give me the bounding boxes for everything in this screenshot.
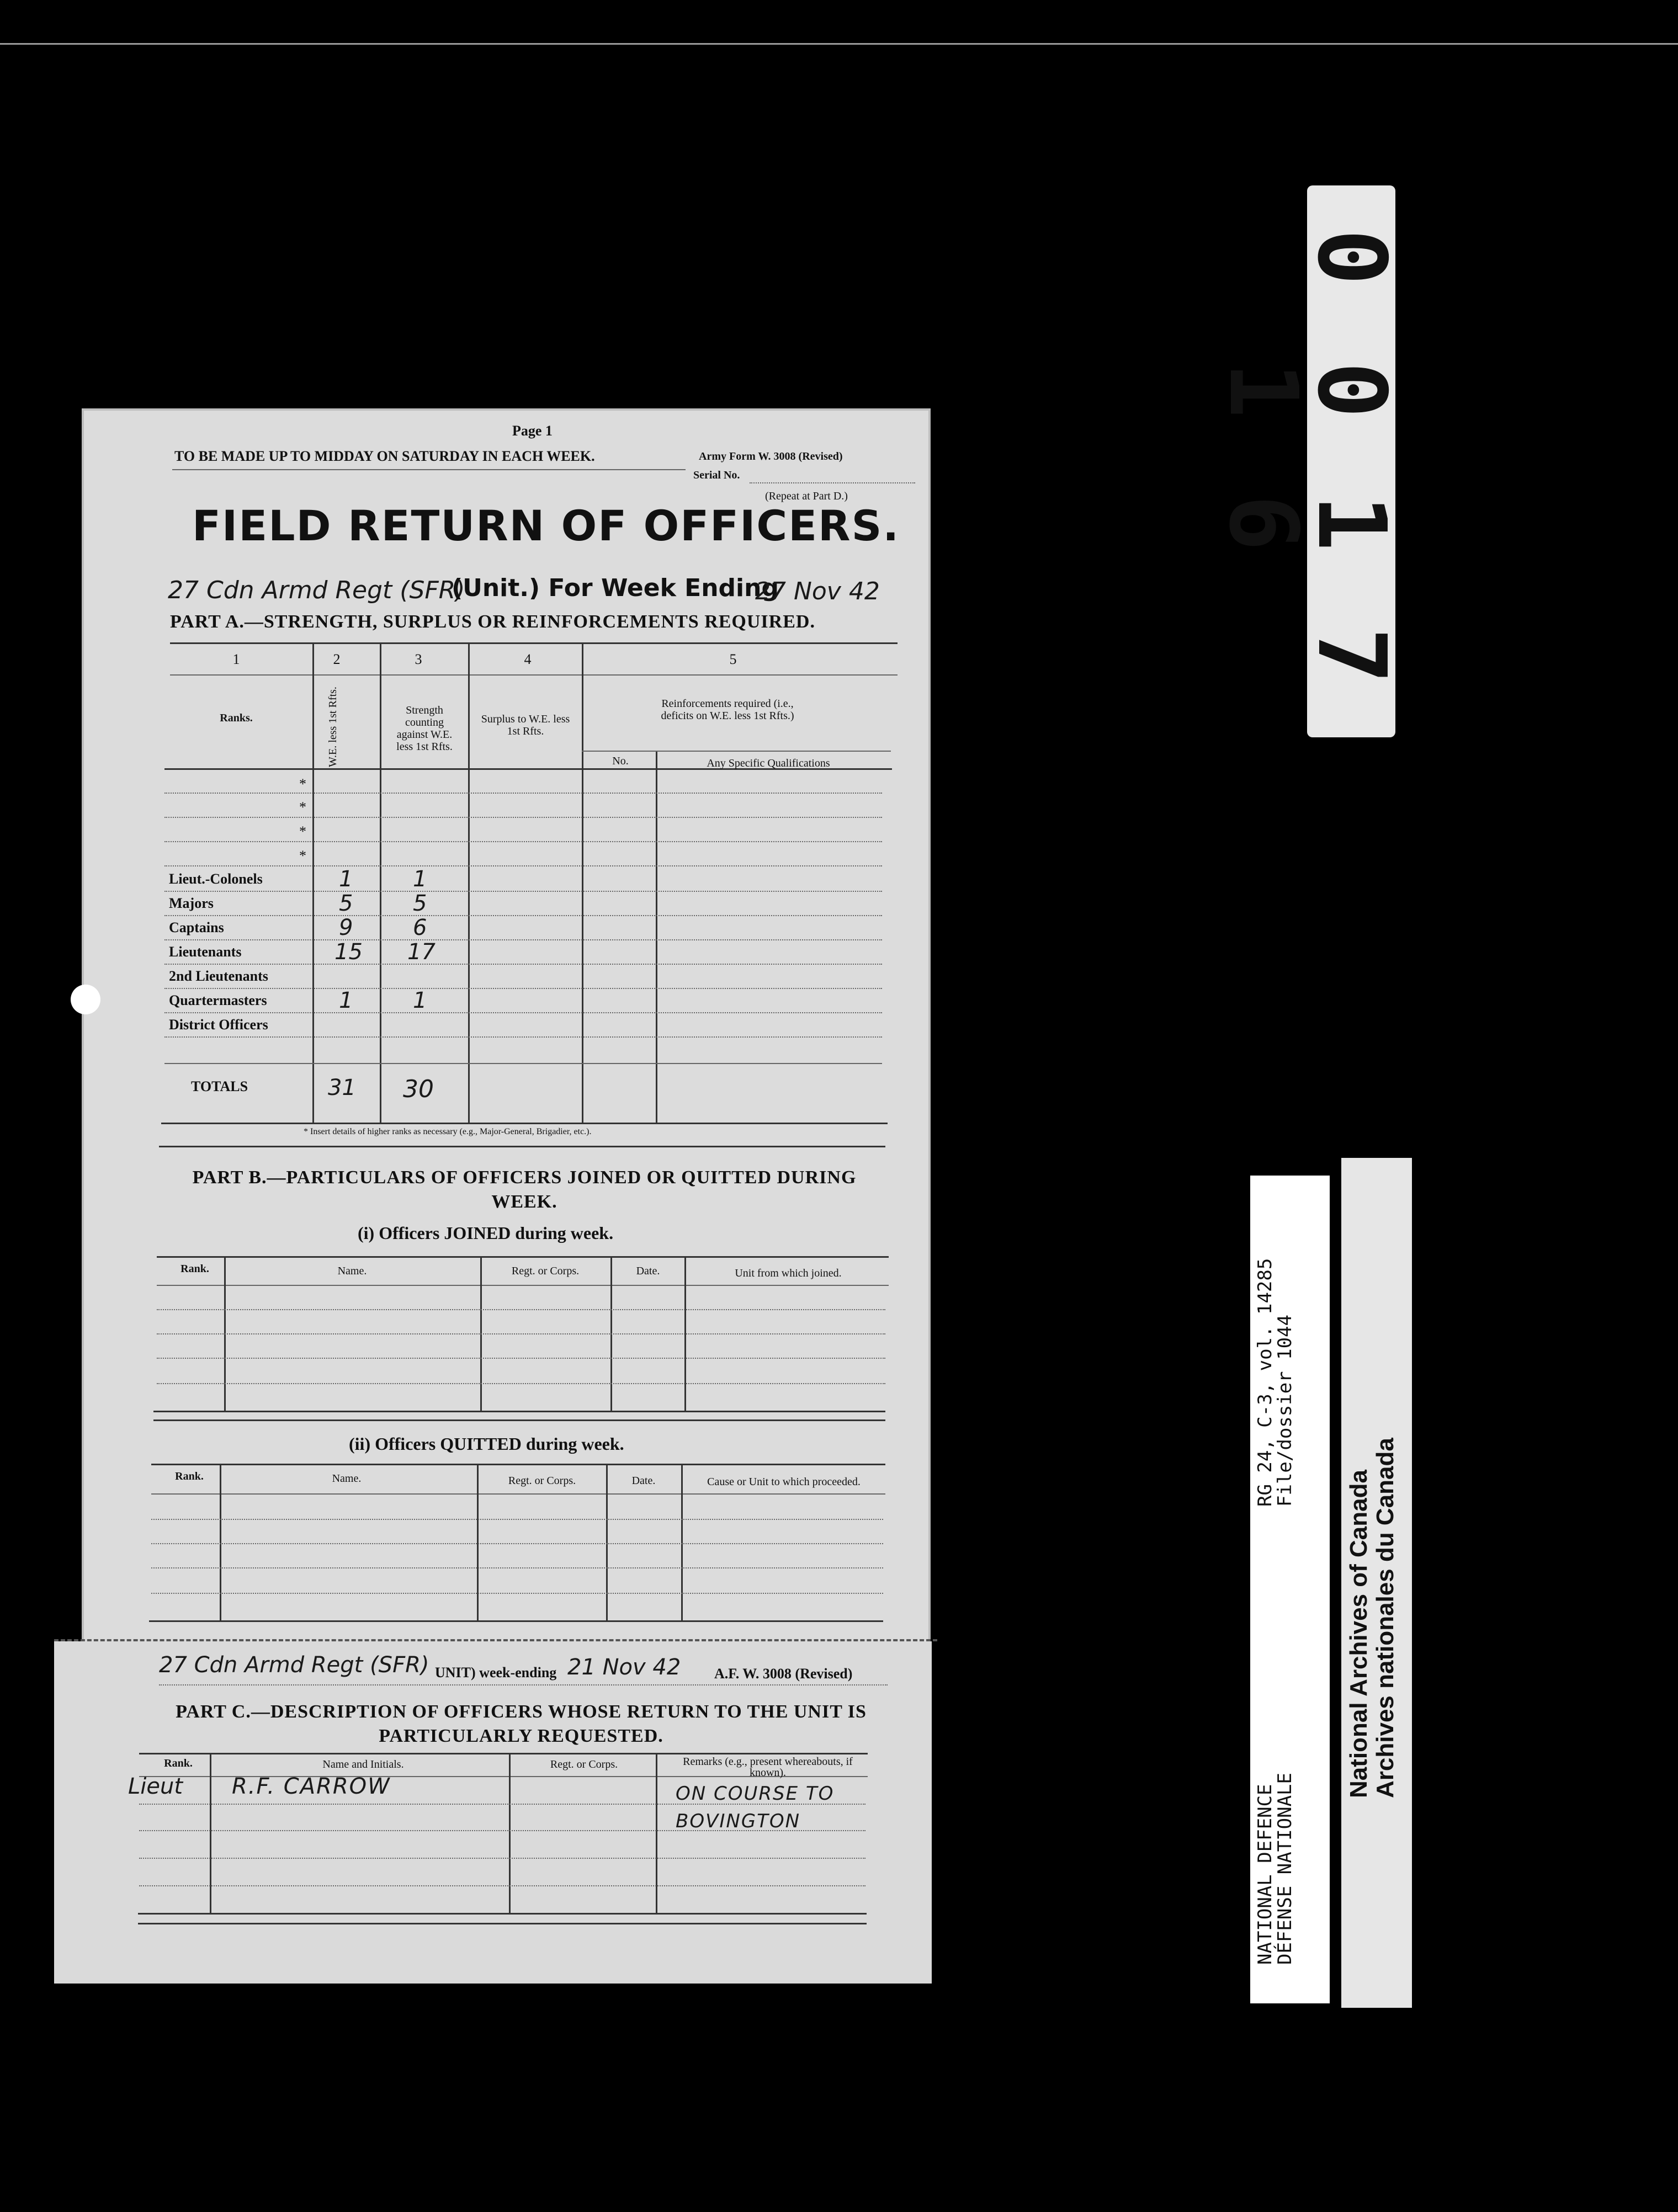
reinforcements-subheader-rule [582,751,891,752]
star-marker: * [299,776,306,792]
page-label: Page 1 [512,423,553,439]
quitted-h-regt: Regt. or Corps. [508,1475,576,1487]
document-number-stamp [1208,185,1406,737]
row-line [164,988,882,989]
rank-label: District Officers [169,1017,268,1033]
joined-title: (i) Officers JOINED during week. [358,1223,614,1243]
part-c-unit-line [159,1684,888,1685]
row-line [157,1309,885,1310]
star-marker: * [299,799,306,815]
part-c-row-rank: Lieut [128,1774,183,1799]
archive-dept-2: DÉFENSE NATIONALE [1274,1773,1296,1965]
star-marker: * [299,848,306,864]
row-line [151,1593,883,1594]
week-ending-handwritten: 27 Nov 42 [755,577,880,605]
part-a-top-rule [170,642,898,644]
we-value: 9 [339,915,353,940]
part-b-title: PART B.—PARTICULARS OF OFFICERS JOINED OR QUITTED DURING WEEK. [192,1167,857,1212]
unit-label: (Unit.) For Week Ending [452,574,779,602]
rank-label: Majors [169,895,214,911]
row-line [164,1036,882,1038]
part-a-col-divider [312,642,314,1124]
field-return-form [82,408,931,1976]
part-a-col-divider [380,642,381,1124]
top-rule [0,43,1678,45]
header-we: W.E. less 1st Rfts. [327,687,339,767]
footnote: * Insert details of higher ranks as necessary (e.g., Major-General, Brigadier, etc.). [304,1127,592,1136]
joined-header-rule [157,1285,889,1286]
part-a-footnote-rule [159,1146,885,1147]
header-no: No. [612,755,629,767]
col-num-4: 4 [524,651,532,667]
joined-h-name: Name. [337,1265,367,1277]
part-a-col-divider [582,642,583,1124]
col-num-2: 2 [333,651,341,667]
rank-label: Quartermasters [169,992,267,1008]
row-line [164,841,882,842]
part-c-title: PART C.—DESCRIPTION OF OFFICERS WHOSE RETURN TO THE UNIT IS PARTICULARLY REQUESTED. [176,1701,867,1746]
row-line [164,793,882,794]
serial-line [750,482,915,483]
row-line [139,1804,865,1805]
part-a-col-divider [656,751,657,1124]
part-c-row-name: R.F. CARROW [232,1774,391,1799]
strength-value: 1 [413,988,427,1013]
row-line [164,1012,882,1013]
joined-bottom-rule [153,1411,885,1412]
col-num-1: 1 [232,651,240,667]
archive-name-en: National Archives of Canada [1345,1470,1372,1798]
strength-value: 1 [413,866,427,892]
row-line [157,1383,885,1384]
archive-reference-label [1250,1176,1330,2003]
row-line [157,1333,885,1334]
rank-label: Lieutenants [169,944,242,960]
archive-dept-1: NATIONAL DEFENCE [1254,1784,1276,1965]
row-line [164,817,882,818]
quitted-bottom-rule [149,1620,883,1622]
part-c-week-label: UNIT) week-ending [435,1665,557,1681]
form-number: Army Form W. 3008 (Revised) [699,450,843,462]
quitted-top-rule [151,1464,885,1465]
row-line [151,1519,883,1520]
part-c-col-divider [656,1753,657,1914]
strength-value: 17 [407,939,436,965]
part-c-form-ref: A.F. W. 3008 (Revised) [714,1666,853,1682]
we-value: 1 [339,866,353,892]
row-line [157,1358,885,1359]
strength-value: 6 [413,915,427,940]
row-line [139,1858,865,1859]
form-title: FIELD RETURN OF OFFICERS. [192,501,900,550]
quitted-h-rank: Rank. [175,1470,204,1482]
quitted-col-divider [477,1464,479,1621]
rank-label: Lieut.-Colonels [169,871,263,887]
totals-label: TOTALS [191,1078,248,1094]
row-line [139,1885,865,1886]
part-c-h-name: Name and Initials. [322,1758,404,1770]
header-surplus: Surplus to W.E. less 1st Rfts. [481,713,570,737]
archive-name-label [1341,1158,1412,2008]
quitted-h-name: Name. [332,1472,362,1485]
row-line [164,865,882,866]
part-c-row-remarks-2: BOVINGTON [676,1810,801,1832]
quitted-title: (ii) Officers QUITTED during week. [349,1434,624,1454]
punch-hole [71,985,100,1014]
header-qualifications: Any Specific Qualifications [707,757,830,769]
part-c-h-rank: Rank. [164,1757,193,1769]
quitted-h-date: Date. [631,1475,656,1487]
part-c-h-regt: Regt. or Corps. [550,1758,618,1770]
header-ranks: Ranks. [220,712,253,724]
row-line [164,939,882,940]
totals-top-rule [164,1063,882,1064]
rank-label: 2nd Lieutenants [169,968,268,984]
part-c-unit-handwritten: 27 Cdn Armd Regt (SFR) [159,1652,429,1678]
instruction-underline [172,469,686,470]
serial-label: Serial No. [693,469,740,481]
part-c-week-handwritten: 21 Nov 42 [567,1655,681,1680]
part-a-title: PART A.—STRENGTH, SURPLUS OR REINFORCEMENTS REQUIRED. [170,612,815,632]
header-strength: Strength counting against W.E. less 1st Rfts. [396,704,453,753]
row-line [164,891,882,892]
we-value: 1 [339,988,353,1013]
part-c-col-divider [509,1753,511,1914]
joined-h-regt: Regt. or Corps. [511,1265,580,1277]
quitted-h-cause: Cause or Unit to which proceeded. [707,1476,861,1488]
part-c-bottom-rule-2 [138,1923,867,1924]
row-line [164,964,882,965]
archive-ref-2: File/dossier 1044 [1274,1315,1296,1507]
totals-strength: 30 [403,1075,434,1103]
rank-label: Captains [169,919,224,935]
joined-h-unit-from: Unit from which joined. [735,1267,842,1279]
part-c-col-divider [210,1753,211,1914]
joined-bottom-rule-2 [153,1419,885,1421]
row-line [151,1567,883,1568]
joined-h-rank: Rank. [180,1263,209,1275]
totals-we: 31 [328,1075,356,1100]
quitted-col-divider [681,1464,683,1621]
perforation-line [54,1639,937,1641]
star-marker: * [299,823,306,839]
joined-top-rule [157,1256,889,1258]
joined-h-date: Date. [636,1265,660,1277]
unit-handwritten: 27 Cdn Armd Regt (SFR) [168,576,465,604]
quitted-col-divider [606,1464,608,1621]
quitted-header-rule [151,1493,885,1495]
part-c-top-rule [139,1753,868,1754]
part-c-h-remarks: Remarks (e.g., present whereabouts, if known). [683,1756,853,1779]
document-number: 0 0 1 7 1 6 [1208,228,1406,694]
part-c-bottom-rule [138,1913,867,1915]
archive-ref-1: RG 24, C-3, vol. 14285 [1254,1258,1276,1507]
we-value: 15 [334,939,363,965]
we-value: 5 [339,891,353,916]
repeat-note: (Repeat at Part D.) [765,490,848,502]
part-a-bottom-rule [161,1123,888,1124]
row-line [164,915,882,916]
archive-name-fr: Archives nationales du Canada [1372,1438,1399,1798]
part-c-row-remarks-1: ON COURSE TO [676,1783,835,1805]
quitted-col-divider [220,1464,221,1621]
col-num-5: 5 [729,651,737,667]
header-reinforcements: Reinforcements required (i.e., deficits on W.E. less 1st Rfts.) [661,698,794,722]
instruction: TO BE MADE UP TO MIDDAY ON SATURDAY IN EACH WEEK. [174,448,595,464]
row-line [151,1543,883,1544]
row-line [139,1830,865,1831]
part-a-colnum-rule [170,674,898,676]
strength-value: 5 [413,891,427,916]
part-a-col-divider [468,642,470,1124]
col-num-3: 3 [415,651,422,667]
